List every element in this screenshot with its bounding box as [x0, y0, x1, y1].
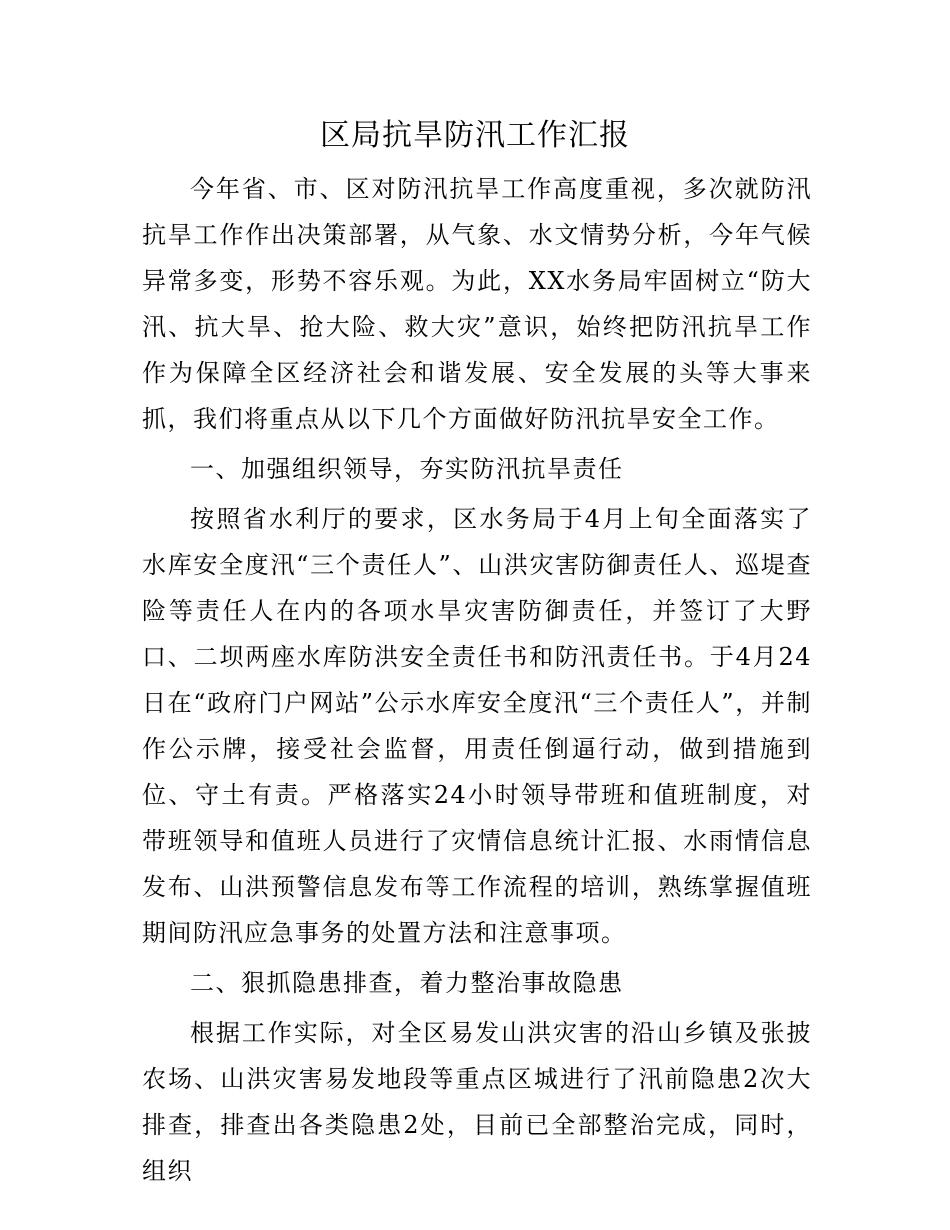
document-title: 区局抗旱防汛工作汇报 [320, 118, 630, 153]
section-1-paragraph: 按照省水利厅的要求，区水务局于4月上旬全面落实了水库安全度汛“三个责任人”、山洪灾害防御责任人、巡堤查险等责任人在内的各项水旱灾害防御责任，并签订了大野口、二坝两座水库防洪安全责任书和防汛责任书。于4月24日在“政府门户网站”公示水库安全度汛“三个责任人”，并制作公示牌，接受社会监督，用责任倒逼行动，做到措施到位、守土有责。严格落实24小时领导带班和值班制度，对带班领导和值班人员进行了灾情信息统计汇报、水雨情信息发布、山洪预警信息发布等工作流程的培训，熟练掌握值班期间防汛应急事务的处置方法和注意事项。 [142, 505, 812, 947]
intro-paragraph: 今年省、市、区对防汛抗旱工作高度重视，多次就防汛抗旱工作作出决策部署，从气象、水文情势分析，今年气候异常多变，形势不容乐观。为此，XX水务局牢固树立“防大汛、抗大旱、抢大险、救大灾”意识，始终把防汛抗旱工作作为保障全区经济社会和谐发展、安全发展的头等大事来抓，我们将重点从以下几个方面做好防汛抗旱安全工作。 [142, 175, 812, 433]
section-2-heading: 二、狠抓隐患排查，着力整治事故隐患 [190, 969, 624, 997]
section-2-paragraph: 根据工作实际，对全区易发山洪灾害的沿山乡镇及张披农场、山洪灾害易发地段等重点区城进行了汛前隐患2次大排查，排查出各类隐患2处，目前已全部整治完成，同时，组织 [142, 1019, 812, 1185]
document-body [142, 166, 812, 1198]
section-1-heading: 一、加强组织领导，夯实防汛抗旱责任 [190, 455, 624, 483]
